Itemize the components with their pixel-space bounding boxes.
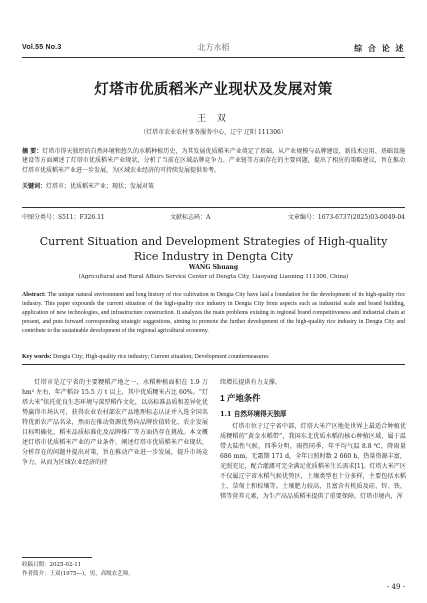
article-id: 文章编号：1673-6737(2025)03-0049-04	[287, 214, 405, 221]
author-bio: 作者简介：王双(1975—)，男，高级农艺师。	[22, 571, 134, 577]
body-column-right	[220, 378, 406, 502]
abstract-cn-text: 灯塔市得天独厚的自然环境和悠久的水稻种植历史，为其发展优质稻米产业奠定了基础。从产业规模与品牌建设、新技术应用、基础设施建设等方面阐述了灯塔市优质稻米产业现状，分析了当前在区域品牌竞争力、产业链等方面存在的主要问题，提出了相应的策略建议，旨在推动灯塔市优质稻米产业进一步发展，为区域农业经济的可持续发展提供参考。	[22, 148, 405, 174]
intro-continuation: 续增长提供有力支撑。	[220, 379, 281, 386]
volume-label: Vol.55 No.3	[22, 44, 62, 51]
page-number: - 49 -	[386, 583, 405, 591]
affiliation-cn: （灯塔市农业农村事务服务中心，辽宁 辽阳 111306）	[140, 129, 287, 136]
section-heading-1: 1 产地条件	[220, 393, 261, 403]
keywords-en-text: Dengta City; High-quality rice industry; Current situation; Development countermeasures	[53, 354, 269, 360]
paper-title-en: Current Situation and Development Strategies of High-quality Rice Industry in Dengta City	[39, 235, 388, 263]
section-label: 综 合 论 述	[354, 43, 405, 53]
keywords-en	[22, 354, 405, 360]
journal-name: 北方水稻	[197, 43, 230, 52]
affiliation-en: (Agricultural and Rural Affairs Service Center of Dengta City, Liaoyang Liaoning 111306, China)	[78, 274, 349, 280]
subsection-1-1-text: 灯塔市位于辽宁省中部，灯塔大米产区地处世界上最适合种植优质粳稻的“黄金水稻带”，我国东北优质水稻的核心种植区域，属于温带大陆性气候，四季分明，雨热同季，年平均气温 8.8 ℃，降雨量 686 mm，无霜期 171 d，全年日照时数 2 660 h，热量资源丰富，光照充足，配合灌溉可完全满足优质稻米生长需求[1]。灯塔大米产区不仅属辽宁省水稻气候优势区，土壤类型也十分多样，主要包括水稻土、草甸土和棕壤等。土壤肥力较高，且富含有机质及硅、锌、铁、镁等营养元素，为生产高品质稻米提供了重要保障。灯塔市境内，浑	[220, 423, 406, 500]
abstract-en-label: Abstract:	[22, 292, 46, 298]
document-code: 文献标志码：A	[170, 214, 211, 221]
meta-rule	[22, 207, 405, 208]
author-cn: 王 双	[197, 114, 230, 124]
intro-paragraph: 灯塔市是辽宁省的主要粳稻产地之一，水稻种植面积在 1.9 万 hm² 左右，年产稻谷 15.5 万 t 以上，其中优质粳米占比 60%。“灯塔大米”依托优良生态环境与深厚稻作文化，以高标准品质和差异化优势赢得市场认可，获得农业农村部农产品地理标志认证并入选全国名特优新农产品名录，然而在推动资源优势向品牌价值转化、农企发展目标明确化、稻米品质标准化及品牌推广等方面仍存在挑战。本文概述灯塔市优质稻米产业的产业条件，阐述灯塔市优质稻米产业现状，分析存在的问题并提出对策，旨在推动产业进一步发展，提升市场竞争力，从而为区域农业经济的持	[22, 379, 208, 466]
clc-number: 中图分类号：S511；F326.11	[22, 214, 105, 221]
author-en: WANG Shuang	[188, 264, 239, 271]
body-rule	[22, 364, 405, 365]
paper-title-cn: 灯塔市优质稻米产业现状及发展对策	[94, 81, 333, 98]
subsection-heading-1-1: 1.1 自然环境得天独厚	[220, 410, 287, 418]
abstract-cn-label: 摘 要：	[22, 148, 43, 155]
abstract-cn	[22, 147, 405, 175]
body-column-left	[22, 378, 208, 468]
footnote-rule	[22, 557, 92, 558]
abstract-en	[22, 291, 405, 336]
keywords-en-label: Key words:	[22, 354, 52, 360]
running-header	[22, 44, 405, 58]
received-date: 收稿日期：2025-02-11	[22, 562, 82, 568]
keywords-cn-text: 灯塔市；优质稻米产业；现状；发展对策	[46, 183, 155, 190]
abstract-en-text: The unique natural environment and long history of rice cultivation in Dengta City have laid a foundation for the development of its high-quality rice industry. This paper expounds the current situation of the high-quality rice industry in Dengta City from aspects such as industrial scale and brand building, application of new technologies, and infrastructure construction. It analyzes the main problems existing in regional brand competitiveness and industrial chain at present, and puts forward corresponding strategic suggestions, aiming to promote the further development of the high-quality rice industry in Dengta City and contribute to the sustainable development of the regional agricultural economy.	[22, 292, 406, 334]
keywords-cn-label: 关键词：	[22, 183, 47, 190]
footnote	[22, 561, 134, 579]
keywords-cn	[22, 181, 405, 190]
article-meta	[22, 212, 405, 222]
header-rule	[22, 57, 405, 58]
